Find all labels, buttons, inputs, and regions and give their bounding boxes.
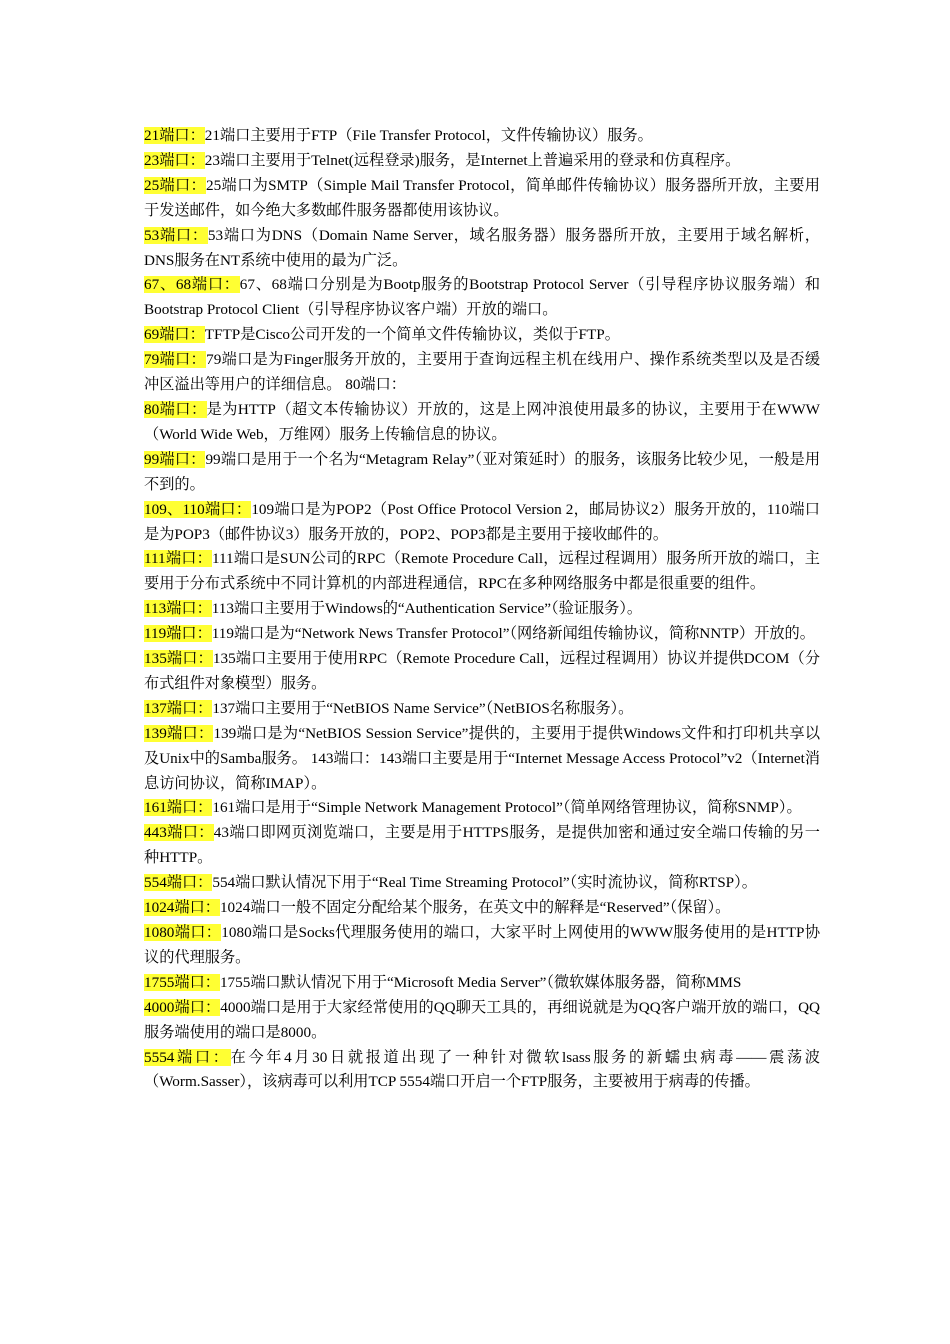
port-label: 99端口： (144, 450, 206, 468)
port-entry-109-110 (144, 498, 820, 548)
port-entry-137 (144, 697, 820, 722)
port-description: 23端口主要用于Telnet(远程登录)服务，是Internet上普遍采用的登录和仿真程序。 (204, 151, 741, 169)
port-label: 554端口： (144, 874, 213, 892)
port-description: 109端口是为POP2（Post Office Protocol Version 2，邮局协议2）服务开放的，110端口是为POP3（邮件协议3）服务开放的，POP2、POP3都是主要用于接收邮件的。 (144, 500, 820, 543)
port-label: 119端口： (144, 625, 212, 643)
port-description: 135端口主要用于使用RPC（Remote Procedure Call，远程过程调用）协议并提供DCOM（分布式组件对象模型）服务。 (144, 650, 821, 692)
port-description: 99端口是用于一个名为“Metagram Relay”（亚对策延时）的服务，该服务比较少见，一般是用不到的。 (144, 450, 821, 493)
port-description: 79端口是为Finger服务开放的，主要用于查询远程主机在线用户、操作系统类型以及是否缓冲区溢出等用户的详细信息。 80端口： (144, 351, 821, 394)
port-entry-139 (144, 722, 820, 797)
port-description: 1080端口是Socks代理服务使用的端口，大家平时上网使用的WWW服务使用的是HTTP协议的代理服务。 (144, 924, 821, 966)
port-description: 139端口是为“NetBIOS Session Service”提供的，主要用于提供Windows文件和打印机共享以及Unix中的Samba服务。 143端口：143端口主要是用于“Internet Message Access Protocol”v2（Internet消息访问协议，简称IMAP）。 (144, 724, 821, 792)
port-entry-23 (144, 149, 820, 174)
port-description: 161端口是用于“Simple Network Management Protocol”（简单网络管理协议，简称SNMP）。 (212, 799, 802, 817)
port-description: 113端口主要用于Windows的“Authentication Service”（验证服务）。 (211, 600, 643, 618)
port-label: 113端口： (144, 600, 212, 618)
port-label: 161端口： (144, 799, 213, 817)
port-label: 4000端口： (144, 998, 221, 1016)
port-label: 1024端口： (144, 899, 220, 917)
port-label: 67、68端口： (144, 276, 240, 294)
port-label: 69端口： (144, 326, 205, 344)
port-label: 53端口： (144, 226, 208, 244)
port-entry-554 (144, 871, 820, 896)
port-entry-111 (144, 547, 820, 597)
port-label: 1080端口： (144, 924, 222, 941)
port-description: 4000端口是用于大家经常使用的QQ聊天工具的，再细说就是为QQ客户端开放的端口，QQ服务端使用的端口是8000。 (144, 998, 821, 1041)
port-description: 111端口是SUN公司的RPC（Remote Procedure Call，远程过程调用）服务所开放的端口，主要用于分布式系统中不同计算机的内部进程通信，RPC在多种网络服务中都是很重要的组件。 (144, 550, 820, 593)
port-list (144, 124, 820, 1095)
port-description: 1755端口默认情况下用于“Microsoft Media Server”（微软媒体服务器，简称MMS (219, 973, 742, 991)
port-description: 21端口主要用于FTP（File Transfer Protocol，文件传输协议）服务。 (204, 127, 653, 144)
port-description: 53端口为DNS（Domain Name Server，域名服务器）服务器所开放，主要用于域名解析，DNS服务在NT系统中使用的最为广泛。 (144, 226, 820, 269)
port-description: 67、68端口分别是为Bootp服务的Bootstrap Protocol Server（引导程序协议服务端）和Bootstrap Protocol Client（引导程序协议客户端）开放的端口。 (144, 276, 821, 319)
port-entry-1755 (144, 971, 820, 996)
port-entry-25 (144, 174, 820, 224)
port-description: 是为HTTP（超文本传输协议）开放的，这是上网冲浪使用最多的协议，主要用于在WWW（World Wide Web，万维网）服务上传输信息的协议。 (144, 400, 820, 443)
port-entry-113 (144, 597, 820, 622)
port-entry-53 (144, 224, 820, 274)
port-label: 80端口： (144, 400, 207, 418)
port-entry-67-68 (144, 273, 820, 323)
port-entry-119 (144, 622, 820, 647)
port-entry-135 (144, 647, 820, 697)
port-entry-5554 (144, 1046, 820, 1096)
port-entry-4000 (144, 996, 820, 1046)
port-description: 554端口默认情况下用于“Real Time Streaming Protocol”（实时流协议，简称RTSP）。 (212, 874, 757, 892)
port-entry-1080 (144, 921, 820, 971)
port-label: 109、110端口： (144, 500, 252, 518)
port-label: 25端口： (144, 176, 207, 194)
port-label: 23端口： (144, 151, 205, 169)
port-label: 1755端口： (144, 973, 220, 991)
port-description: TFTP是Cisco公司开发的一个简单文件传输协议，类似于FTP。 (204, 326, 620, 344)
port-description: 137端口主要用于“NetBIOS Name Service”（NetBIOS名称服务）。 (212, 699, 634, 717)
port-label: 5554端口： (144, 1048, 231, 1066)
port-label: 111端口： (144, 550, 212, 568)
port-entry-21 (144, 124, 820, 149)
port-label: 21端口： (144, 127, 205, 144)
port-label: 443端口： (144, 824, 214, 842)
port-entry-80 (144, 398, 820, 448)
port-description: 在今年4月30日就报道出现了一种针对微软lsass服务的新蠕虫病毒——震荡波（Worm.Sasser），该病毒可以利用TCP 5554端口开启一个FTP服务，主要被用于病毒的传播。 (144, 1048, 820, 1091)
port-label: 139端口： (144, 724, 214, 742)
port-description: 119端口是为“Network News Transfer Protocol”（网络新闻组传输协议，简称NNTP）开放的。 (211, 625, 815, 643)
port-entry-161 (144, 796, 820, 821)
port-label: 79端口： (144, 351, 207, 369)
port-label: 137端口： (144, 699, 213, 717)
port-description: 43端口即网页浏览端口，主要是用于HTTPS服务，是提供加密和通过安全端口传输的另一种HTTP。 (144, 824, 820, 867)
port-entry-1024 (144, 896, 820, 921)
port-description: 1024端口一般不固定分配给某个服务，在英文中的解释是“Reserved”（保留）。 (219, 899, 731, 917)
port-entry-79 (144, 348, 820, 398)
port-label: 135端口： (144, 650, 213, 668)
port-entry-443 (144, 821, 820, 871)
port-entry-69 (144, 323, 820, 348)
port-entry-99 (144, 448, 820, 498)
port-description: 25端口为SMTP（Simple Mail Transfer Protocol，简单邮件传输协议）服务器所开放，主要用于发送邮件，如今绝大多数邮件服务器都使用该协议。 (144, 176, 820, 219)
